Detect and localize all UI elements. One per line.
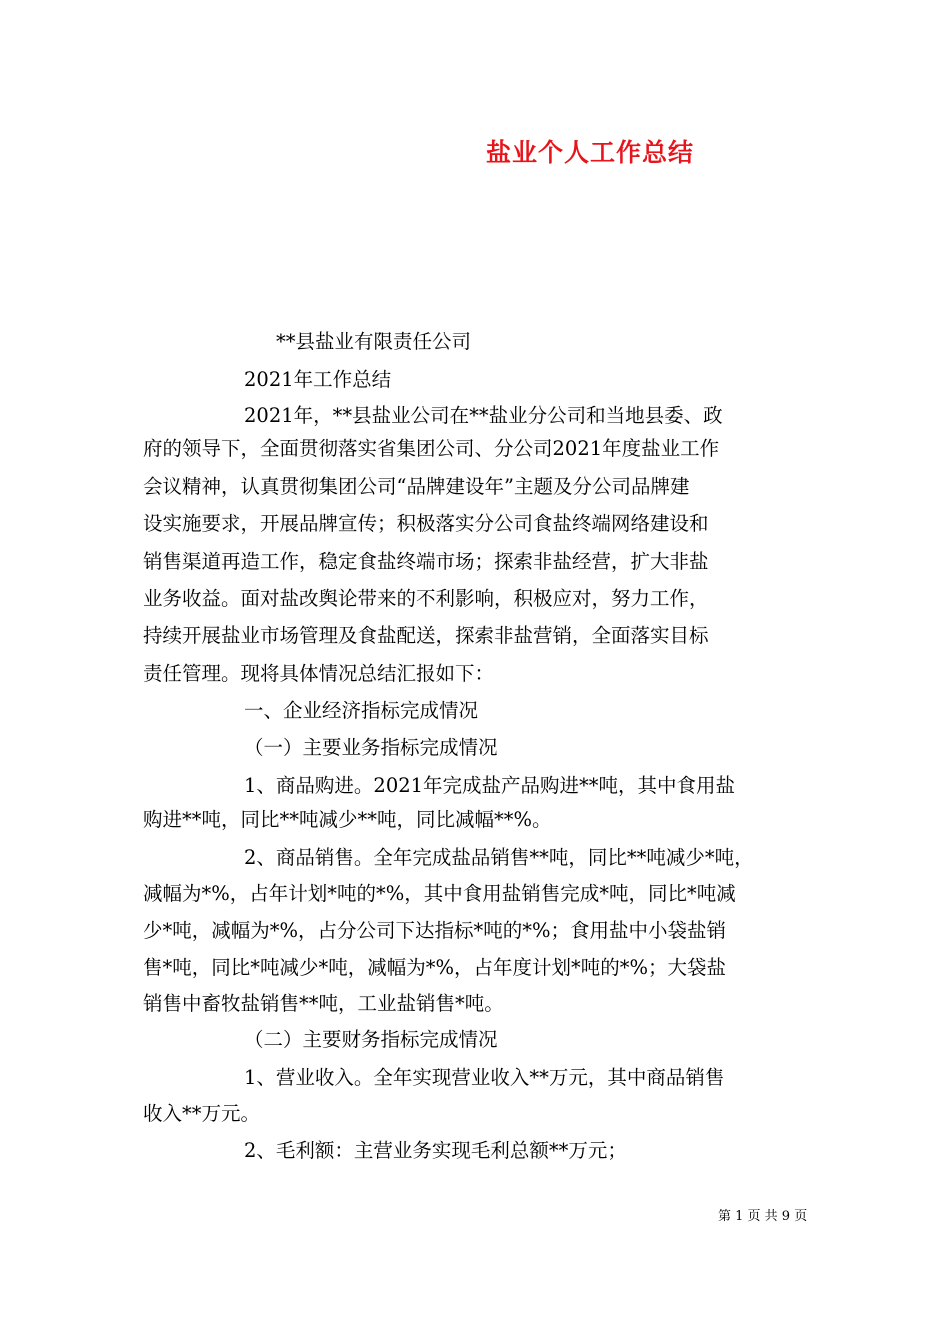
subsection-heading: （二）主要财务指标完成情况 [244,1028,498,1051]
company-name-line: **县盐业有限责任公司 [276,330,472,353]
section-heading: 一、企业经济指标完成情况 [244,699,479,722]
paragraph-line: 销售渠道再造工作，稳定食盐终端市场；探索非盐经营，扩大非盐 [143,550,709,573]
page-number: 第 1 页 共 9 页 [718,1209,808,1224]
subsection-heading: （一）主要业务指标完成情况 [244,736,498,759]
paragraph-line: 责任管理。现将具体情况总结汇报如下： [143,662,495,685]
paragraph-line: 1、商品购进。2021年完成盐产品购进**吨，其中食用盐 [244,774,736,797]
paragraph-line: 会议精神，认真贯彻集团公司“品牌建设年”主题及分公司品牌建 [143,475,690,498]
paragraph-line: 持续开展盐业市场管理及食盐配送，探索非盐营销，全面落实目标 [143,624,709,647]
paragraph-line: 少*吨，减幅为*%，占分公司下达指标*吨的*%；食用盐中小袋盐销 [143,919,727,942]
paragraph-line: 2、商品销售。全年完成盐品销售**吨，同比**吨减少*吨， [244,846,754,869]
paragraph-line: 1、营业收入。全年实现营业收入**万元，其中商品销售 [244,1066,725,1089]
paragraph-line: 减幅为*%，占年计划*吨的*%，其中食用盐销售完成*吨，同比*吨减 [143,882,736,905]
paragraph-line: 业务收益。面对盐改舆论带来的不利影响，积极应对，努力工作， [143,587,709,610]
paragraph-line: 销售中畜牧盐销售**吨，工业盐销售*吨。 [143,992,504,1015]
paragraph-line: 收入**万元。 [143,1102,261,1125]
paragraph-line: 购进**吨，同比**吨减少**吨，同比减幅**%。 [143,808,552,831]
paragraph-line: 府的领导下，全面贯彻落实省集团公司、分公司2021年度盐业工作 [143,437,720,460]
report-subtitle-line: 2021年工作总结 [244,368,392,391]
paragraph-line: 售*吨，同比*吨减少*吨，减幅为*%，占年度计划*吨的*%；大袋盐 [143,956,727,979]
document-title: 盐业个人工作总结 [485,138,694,167]
paragraph-line: 2、毛利额：主营业务实现毛利总额**万元； [244,1139,627,1162]
paragraph-line: 2021年，**县盐业公司在**盐业分公司和当地县委、政 [244,404,723,427]
paragraph-line: 设实施要求，开展品牌宣传；积极落实分公司食盐终端网络建设和 [143,512,709,535]
